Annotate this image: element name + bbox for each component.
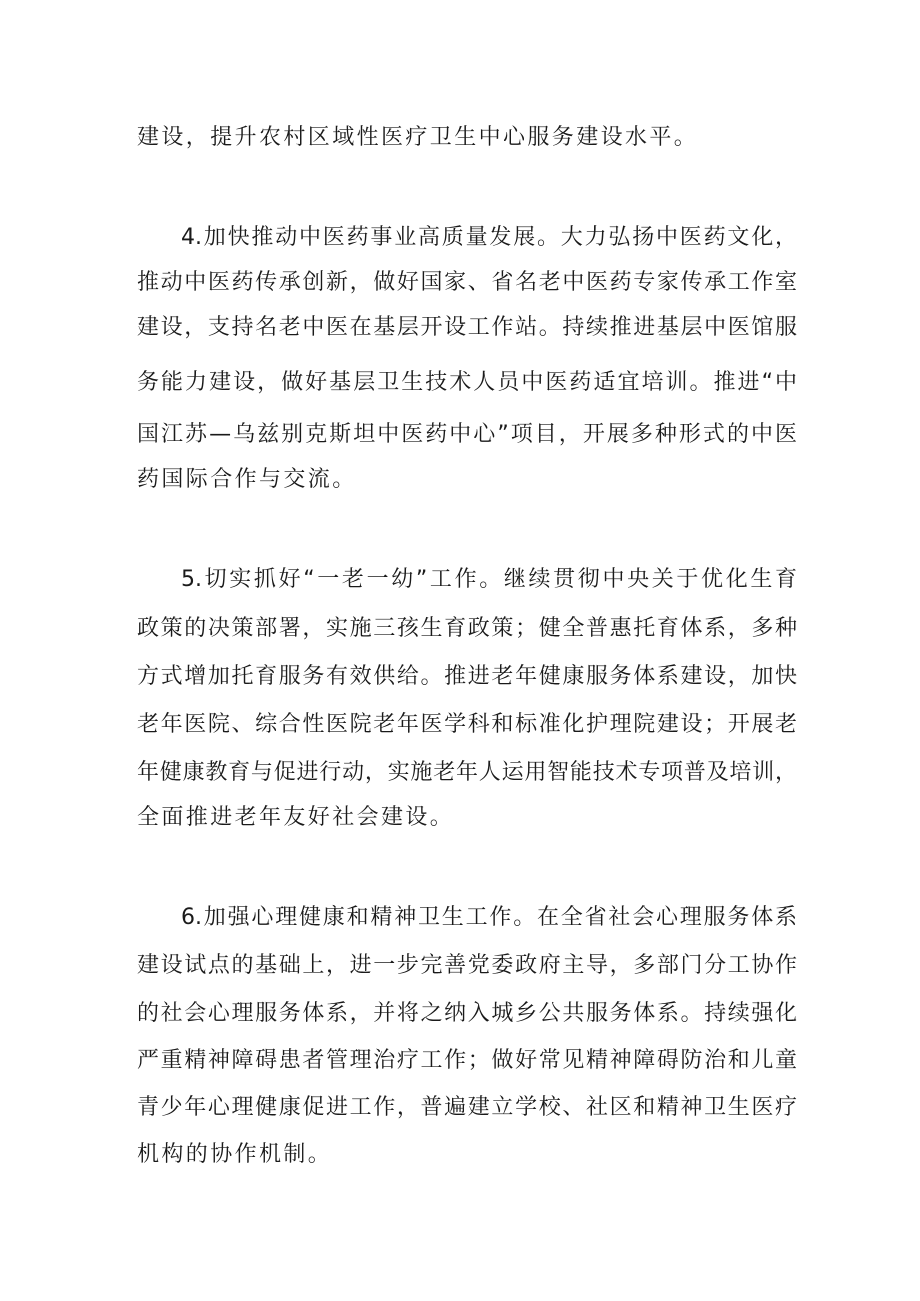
paragraph-line: 国江苏—乌兹别克斯坦中医药中心”项目，开展多种形式的中医	[137, 422, 797, 447]
paragraph-line: 全面推进老年友好社会建设。	[137, 805, 455, 830]
paragraph-line: 建设试点的基础上，进一步完善党委政府主导，多部门分工协作	[137, 953, 797, 978]
paragraph-line: 务能力建设，做好基层卫生技术人员中医药适宜培训。推进“中	[137, 370, 797, 395]
paragraph-line: 的社会心理服务体系，并将之纳入城乡公共服务体系。持续强化	[137, 1001, 797, 1026]
paragraph-line: 青少年心理健康促进工作，普遍建立学校、社区和精神卫生医疗	[137, 1095, 797, 1120]
paragraph-line: 推动中医药传承创新，做好国家、省名老中医药专家传承工作室	[137, 270, 797, 295]
paragraph-line: 4.加快推动中医药事业高质量发展。大力弘扬中医药文化，	[181, 225, 797, 250]
paragraph-line: 建设，提升农村区域性医疗卫生中心服务建设水平。	[137, 125, 699, 150]
paragraph-line: 年健康教育与促进行动，实施老年人运用智能技术专项普及培训，	[137, 760, 797, 785]
paragraph-line: 5.切实抓好“一老一幼”工作。继续贯彻中央关于优化生育	[181, 567, 797, 592]
paragraph-line: 方式增加托育服务有效供给。推进老年健康服务体系建设，加快	[137, 664, 797, 689]
paragraph-line: 6.加强心理健康和精神卫生工作。在全省社会心理服务体系	[181, 905, 797, 930]
paragraph-line: 药国际合作与交流。	[137, 467, 357, 492]
paragraph-line: 建设，支持名老中医在基层开设工作站。持续推进基层中医馆服	[137, 315, 797, 340]
paragraph-line: 机构的协作机制。	[137, 1142, 333, 1167]
paragraph-line: 政策的决策部署，实施三孩生育政策；健全普惠托育体系，多种	[137, 616, 797, 641]
paragraph-line: 老年医院、综合性医院老年医学科和标准化护理院建设；开展老	[137, 712, 797, 737]
paragraph-line: 严重精神障碍患者管理治疗工作；做好常见精神障碍防治和儿童	[137, 1048, 797, 1073]
